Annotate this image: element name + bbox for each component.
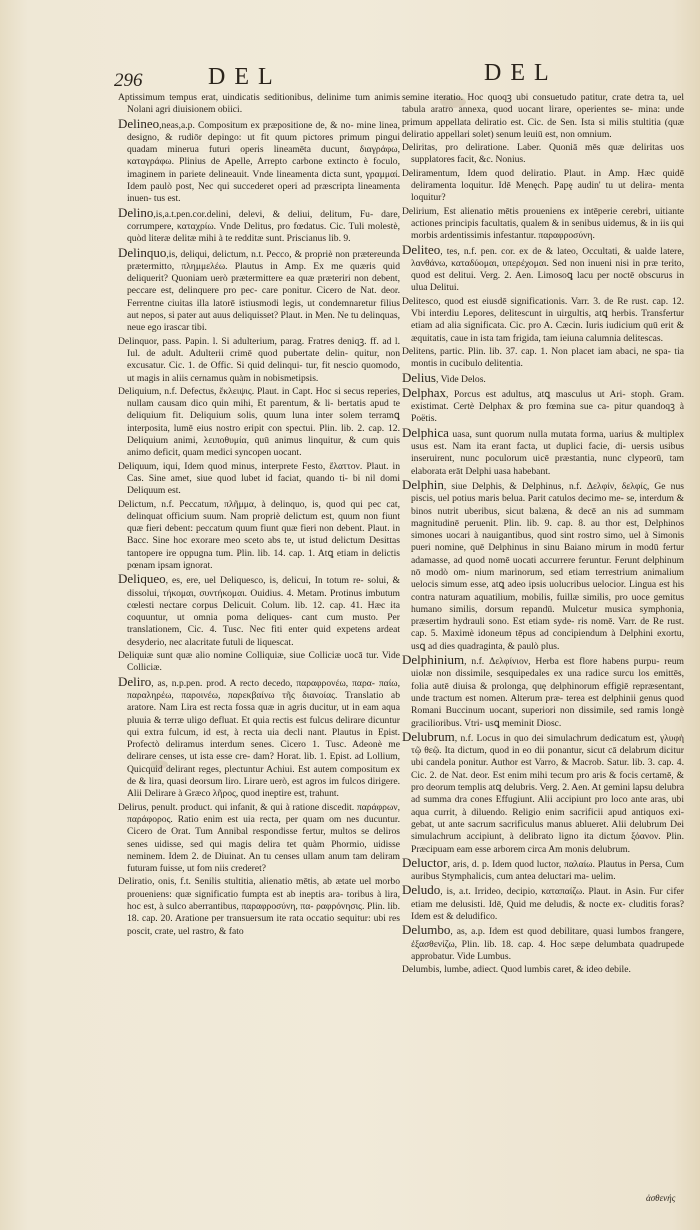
entry-text: Deliquum, iqui, Idem quod minus, interprete Festo, ἔλαττον. Plaut. in Cas. Sine amet, siue quod lubet id faciat, quando ti- bi nil domi Deliquum est. <box>118 460 400 497</box>
entry-text: Deliritas, pro deliratione. Laber. Quoniā mēs quæ deliritas uos supplatores facit, &c. Nonius. <box>402 142 684 166</box>
dictionary-entry <box>118 336 400 385</box>
entry-text: ,is,a.t.pen.cor.delini, delevi, & deliui, delitum, Fu- dare, corrumpere, καταχρίω. Vnde Delitus, pro fœdatus. Cic. Tuli molestè, quòd literæ delitæ mihi à te redditæ sunt. Priscianus lib. 9. <box>127 208 400 245</box>
dictionary-entry <box>118 244 400 335</box>
entry-headword: Delphinium <box>402 652 465 668</box>
entry-headword: Delineo <box>118 115 160 131</box>
dictionary-entry <box>402 884 684 923</box>
dictionary-entry <box>402 168 684 205</box>
entry-headword: Deludo <box>402 882 441 898</box>
page-number: 296 <box>114 70 143 91</box>
dictionary-entry <box>118 876 400 937</box>
entry-text: ,is, deliqui, delictum, n.t. Pecco, & propriè non prætereunda prætermitto, πλημμελέω. Plautus in Amp. Ex me quæris quid deliquerit? Quoniam uerò prætermittere ea quæ præteriri non debent, peccare est, delinquere pro pec- care ponitur. Cicero de Nat. deor. Ferrentne ciuitas illa latorē istiusmodi legis, ut condemnaretur filius aut nepos, si pater aut auus deliquisset? Plaut. in Men. Ne tu delinquas, neue ego irascar tibi. <box>127 248 400 334</box>
entry-text: ,neas,a.p. Compositum ex præpositione de, & no- mine linea, designo, & rudiōr depingo: ut fit quum pictores primum pingui quadam minerua futuri operis lineamēta ducunt, διαγράφω, καταγράφω. Plinius de Apelle, Arrepto carbone extincto è foculo, imaginem in pariete delineauit. Vnde lineamenta dicta sunt, γραμμαί. Idem paulò post, Nec qui succederet operi ad præscripta lineamenta inuen- tus est. <box>127 119 400 205</box>
entry-headword: Delphin <box>402 476 444 492</box>
entry-headword: Delubrum <box>402 728 455 744</box>
dictionary-entry <box>118 204 400 246</box>
dictionary-entry <box>402 142 684 167</box>
entry-text: Delirus, penult. product. qui infanit, & qui à ratione discedit. παράφρων, παράφορος. Ratio enim est uia recta, per quam om nes ducuntur. Cicero de Orat. Tum Annibal respondisse fertur, multos se deliros senes uidisse, sed qui magis delira tet quàm Phormio, uidisse neminem. Idem 2. de Diuinat. An tu censes ullam anum tam deliram futuram fuisse, ut fom niis crederet? <box>118 801 400 875</box>
entry-text: semine iteratio. Hoc quoqꝫ ubi consuetudo patitur, crate detra ta, uel tabula aratro annexa, quod uocant lirare, operientes se- mina: unde primum appellata deliratio est. Cic. de Sen. Ista si milis stultitia (quæ deliratio appellari solet) senum leuiū est, non omnium. <box>402 92 684 140</box>
dictionary-entry <box>118 573 400 649</box>
entry-text: Deliratio, onis, f.t. Senilis stultitia, alienatio mētis, ab ætate uel morbo proueniens: quæ significatio fumpta est ab ineptis ara- toribus à lira, hoc est, à sulco aberrantibus, παραφροσύνη, πα- ραφρόνησις. Plin. lib. 18. cap. 20. Aratione per transuersum ite rata occatio sequitur: ubi res poscit, crate, uel rastro, & fato <box>118 876 400 937</box>
entry-text: , tes, n.f. pen. cor. ex de & lateo, Occultati, & ualde latere, λανθάνω, καταδύομαι, υπερέχομαι. Sed non inueni nisi in præ terito, quod est delitui. Verg. 2. Aen. Limosoꝗ lacu per noctē obscurus in ulua Delitui. <box>411 245 684 294</box>
dictionary-entry <box>118 499 400 573</box>
dictionary-entry <box>118 92 400 117</box>
left-column <box>118 92 400 939</box>
entry-text: , aris, d. p. Idem quod luctor, παλαίω. Plautus in Persa, Cum auribus Stymphalicis, cum antea deluctari ma- uelim. <box>411 858 684 883</box>
entry-text: , is, a.t. Irrideo, decipio, καταπαίζω. Plaut. in Asin. Fur cifer etiam me delusisti. Idē, Quid me deludis, & nocte ex- cluditis foras? Idem est & deludifico. <box>411 886 684 922</box>
dictionary-entry <box>402 296 684 345</box>
right-column <box>402 92 684 977</box>
entry-headword: Delinquo <box>118 244 167 260</box>
entry-headword: Deluctor <box>402 854 448 870</box>
entry-text: , es, ere, uel Deliquesco, is, delicui, In totum re- solui, & dissolui, τήκομαι, συντήκομαι. Ouidius. 4. Metam. Protinus imbutum cœlesti nectare corpus Delicuit. Colum. lib. 12. cap. 41. Hæc ita coquuntur, ut omnia poma deliques- cant cum musto. Per translationem, Cic. 4. Tusc. Nec fiti enter quid expetens ardeat desyderio, nec alacritate futuli de liquescat. <box>127 575 400 648</box>
catchword: ἀσθενής <box>646 1193 676 1203</box>
entry-text: Delinquor, pass. Papin. l. Si adulterium, parag. Fratres deniqꝫ. ff. ad l. Iul. de adult. Adulterii crimē quod pubertate delin- quitur, non excusatur. Cic. 1. de Offic. Si quid delinqui- tur, fit nescio quomodo, ut magis in aliis cernamus quàm in nobismetipsis. <box>118 335 400 384</box>
dictionary-entry <box>402 346 684 371</box>
dictionary-entry <box>118 650 400 675</box>
dictionary-entry <box>118 673 400 801</box>
entry-headword: Delumbo <box>402 922 451 938</box>
dictionary-entry <box>402 476 684 653</box>
dictionary-entry <box>402 964 684 976</box>
entry-text: Deliquium, n.f. Defectus, ἔκλειψις. Plaut. in Capt. Hoc si secus reperies, nullam causam dico quin mihi, Et parentum, & li- bertatis apud te deliquium fit. Deliquium solis, quum luna inter solem terramꝗ interposita, lumē eius nostro eripit con spectui. Plin. lib. 2. cap. 12. Deliquium animi, λειποθυμία, quū animus linquitur, & cum quis animo deficit, quam medici syncopen uocant. <box>118 385 400 459</box>
entry-text: , as, n.p.pen. prod. A recto decedo, παραφρονέω, παρα- παίω, παραληρέω, παροινέω, παρεκβαίνω τῆς διανοίας. Translatio ab aratore. Nam Lira est recta fossa quæ in agris ducitur, ut in eam aqua pluuia & terræ uligo defluat. Et quia rectis est fulcus delirare dicuntur qui extra fulcum, id est, à recta uia decli nant. Plautus in Epist. Profectò deliramus interdum senes. Cicero 1. Tusc. Adeonè me delirare censes, ut ista esse cre- dam? Horat. lib. 1. Epist. ad Lollium, Quicquid delirant reges, plectuntur Achiui. Est autem compositum ex de & lira, quasi deorsum liro. Lirare uerò, est agros im fulcos dirigere. Alii Delirare à Græco λῆρος, quod ineptire est, trahunt. <box>127 677 400 800</box>
entry-text: Delumbis, lumbe, adiect. Quod lumbis caret, & ideo debile. <box>402 964 631 976</box>
dictionary-entry <box>402 424 684 478</box>
entry-headword: Delius <box>402 369 436 385</box>
entry-text: , siue Delphis, & Delphinus, n.f. Δελφίν, δελφίς, Ge nus piscis, uel potius maris belua. Parit catulos decimo me- se, interdum & binos nutrit uberibus, sicut balæna, & decē an nis ad summam magnitudinē peruenit. Plin. lib. 9. cap. 8. au thor est, Delphinos simones uocari à nauigantibus, quod sint rostro simo, uel à Simonis pueri nomine, quē Delphinus in sinu Baiano mirum in modū fertur adamasse, ad quod nomē uocati accurrere feruntur. Ferunt delphinum nō modò om- nium marinorum, sed etiam terrestrium animalium uelocis simum esse, atꝗ adeo ipsis uolucribus uelocior. Lingua est his contra naturam aquatilium, mobilis, fuillæ similis, pro uoce gemitus humano similis, dorsum repandū. Mulcetur musica symphonia, præsertim hydrauli sono. Est etiam syde- ris nomē. Varr. de Re rust. cap. 5. Maximè idoneum tēpus ad concipiendum à Delphini exortu, usꝗ ad dies quadraginta, & paulò plus. <box>411 480 684 652</box>
dictionary-entry <box>402 369 684 386</box>
entry-text: Aptissimum tempus erat, uindicatis seditionibus, delinime tum animis Nolani agri diuisionem obiici. <box>118 92 400 116</box>
entry-headword: Deliqueo <box>118 571 166 587</box>
entry-text: Delirium, Est alienatio mētis proueniens ex intēperie cerebri, uitiante actiones principis facultatis, qualem & in senibus uidemus, & in iis qui morbis ardentissimis infestantur. παραφροσύνη. <box>402 205 684 242</box>
entry-text: , n.f. Δελφίνιον, Herba est flore habens purpu- reum uiolæ non dissimile, sesquipedales ex una radice surcu los emittēs, folia autē diuisa & prolonga, quę delphinorum effigiē repræsentant, unde tractum est nomen. Alterum præ- terea est delphinii genus quod Romani Buccinum uocant, superiori non dissimile, sed ramis longè gracilioribus. Vtri- usꝗ meminit Diosc. <box>411 656 684 729</box>
entry-headword: Deliro <box>118 673 152 689</box>
dictionary-entry <box>402 241 684 295</box>
running-head-left: DEL <box>208 64 282 90</box>
dictionary-entry <box>118 802 400 876</box>
entry-headword: Delphica <box>402 424 449 440</box>
running-head-right: DEL <box>484 60 558 86</box>
dictionary-entry <box>118 461 400 498</box>
entry-text: , Vide Delos. <box>435 373 486 385</box>
dictionary-entry <box>402 654 684 730</box>
dictionary-entry <box>402 728 684 856</box>
dictionary-entry <box>402 92 684 141</box>
entry-text: Delitens, partic. Plin. lib. 37. cap. 1. Non placet iam abaci, ne spa- tia montis in cucibulo delitentia. <box>402 345 684 370</box>
entry-headword: Delphax <box>402 384 447 400</box>
entry-headword: Delino <box>118 204 154 220</box>
entry-text: uasa, sunt quorum nulla mutata forma, uarius & multiplex usus est. Nam ita erant facta, ut duplici facie, di- uersis usibus inseruirent, nunc poculorum uicē præstantia, nunc clypeorū, tam elaborata erāt Delphi uasa habebant. <box>411 428 684 477</box>
entry-text: , n.f. Locus in quo dei simulachrum dedicatum est, γλυφὴ τῷ θεῷ. Ita dictum, quod in eo dii ponantur, sicut cā delabrum dicitur ubi candela ponitur. Author est Varro, & Macrob. Satur. lib. 3. cap. 4. Cic. 2. de Nat. deor. Est enim mihi tecum pro aris & focis certamē, & pro deorum templis atꝗ delubris. Verg. 2. Aen. At gemini lapsu delubra ad summa dra cones Effugiunt. Alii accipiunt pro loco ante aras, ubi aqua currit, à diluendo. Religio enim sacrificii apud antiquos exi- gebat, ut ante sacrum sacrificulus manus ablueret. Alii delubrum Dei simulachrum accipiunt, à delibrato ligno ita dictum ξόανον. Plin. Præcipuam eam esse arborem circa Am monis delubrum. <box>411 732 684 855</box>
entry-text: , Porcus est adultus, atꝗ masculus ut Ari- stoph. Gram. existimat. Certè Delphax & pro fœmina sue ca- pitur quandoqꝫ à Poëtis. <box>411 388 684 425</box>
dictionary-entry <box>402 206 684 243</box>
entry-text: Delictum, n.f. Peccatum, πλῆμμα, à delinquo, is, quod qui pec cat, delinquat officium suum. Nam propriè delictum est, quum non fiunt quæ fieri debent: peccatum quum fiunt quæ fieri non debent. Plaut. in Bacc. Sine hoc exorare meo sceto abs te, ut istud delictum Desittas tantopere ire oppugna tum. Plin. lib. 14. cap. 1. Atꝗ etiam in delictis pœnam ipsam ignorat. <box>118 498 400 571</box>
entry-headword: Deliteo <box>402 241 441 257</box>
dictionary-entry <box>402 924 684 963</box>
entry-text: Delitesco, quod est eiusdē significationis. Varr. 3. de Re rust. cap. 12. Vbi interdiu Lepores, delitescunt in uirgultis, atꝗ herbis. Transfertur etiam ad alia significata. Cic. pro A. Cæcin. Iuris iudicium quū erit & æquitatis, caue in ista tam frigida, tam ieiuna calumnia delitescas. <box>402 295 684 344</box>
dictionary-entry <box>118 386 400 460</box>
entry-text: Deliquiæ sunt quæ alio nomine Colliquiæ, siue Colliciæ uocā tur. Vide Colliciæ. <box>118 650 400 674</box>
entry-text: , as, a.p. Idem est quod debilitare, quasi lumbos frangere, ἐξασθενίζω, Plin. lib. 18. cap. 4. Hoc sæpe delumbata quadrupede approbatur. Vide Lumbus. <box>411 926 684 962</box>
dictionary-entry <box>118 115 400 206</box>
dictionary-entry <box>402 854 684 884</box>
dictionary-entry <box>402 384 684 426</box>
entry-text: Deliramentum, Idem quod deliratio. Plaut. in Amp. Hæc quidē deliramenta loquitur. Idē Menęch. Papę audin' tu ut delira- menta loquitur? <box>402 167 684 204</box>
